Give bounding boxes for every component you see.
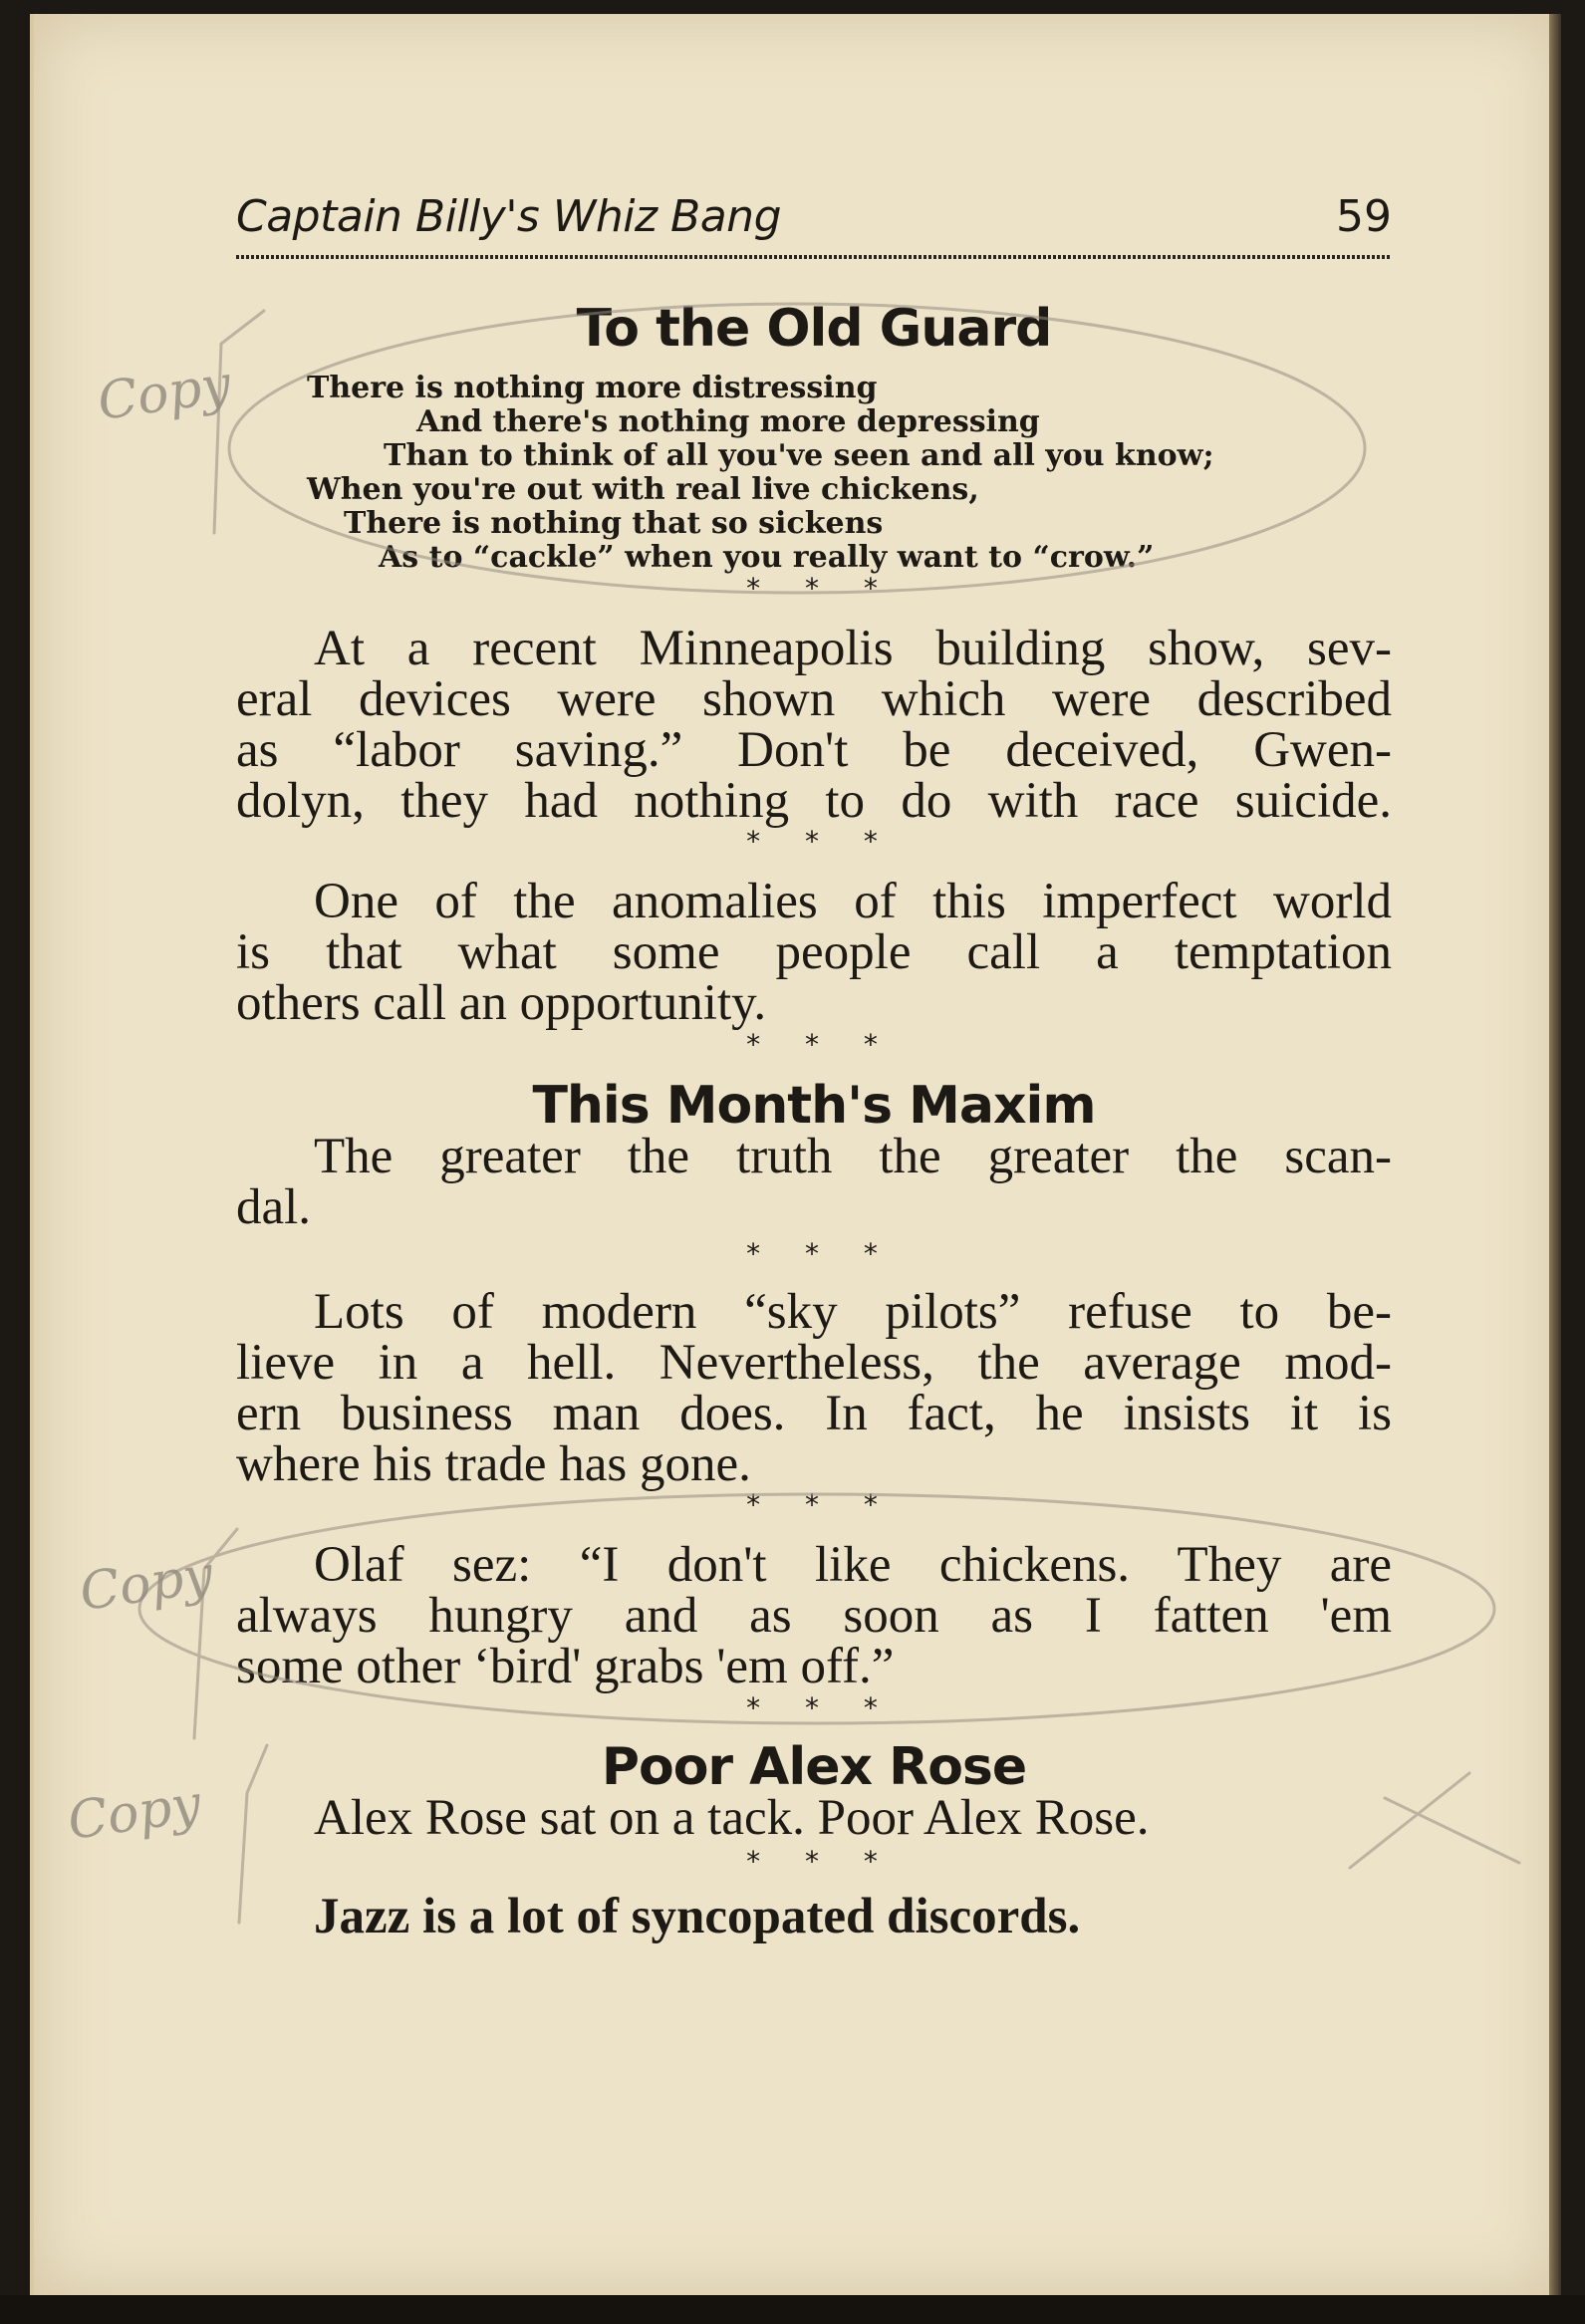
alex-heading: Poor Alex Rose [601, 1737, 1027, 1797]
text-line: some other ‘bird' grabs 'em off.” [236, 1639, 895, 1694]
text-line: dolyn, they had nothing to do with race suicide. [236, 773, 1392, 829]
separator: * * * [746, 1028, 882, 1061]
poem-line: And there's nothing more depressing [416, 404, 1040, 439]
poem-title: To the Old Guard [576, 299, 1052, 359]
text-line: where his trade has gone. [236, 1436, 751, 1492]
text-line: lieve in a hell. Nevertheless, the average mod- [236, 1335, 1392, 1391]
page-number: 59 [1336, 191, 1392, 242]
poem-line: Than to think of all you've seen and all you know; [384, 438, 1214, 473]
paragraph-olaf [236, 1537, 1392, 1694]
separator: * * * [746, 572, 882, 605]
text-line: eral devices were shown which were described [236, 671, 1392, 727]
separator: * * * [746, 1691, 882, 1724]
text-line: Lots of modern “sky pilots” refuse to be- [314, 1284, 1392, 1340]
separator: * * * [746, 1237, 882, 1270]
text-line: One of the anomalies of this imperfect world [314, 874, 1392, 929]
separator: * * * [746, 825, 882, 858]
text-line: always hungry and as soon as I fatten 'em [236, 1588, 1392, 1644]
text-line: ern business man does. In fact, he insists it is [236, 1386, 1392, 1441]
text-line: dal. [236, 1179, 312, 1235]
text-line: others call an opportunity. [236, 975, 767, 1031]
text-line: as “labor saving.” Don't be deceived, Gwen- [236, 722, 1392, 778]
paragraph-jazz: Jazz is a lot of syncopated discords. [314, 1889, 1081, 1944]
page-edge-shadow [1549, 14, 1561, 2295]
page-header [236, 191, 1392, 251]
text-line: The greater the truth the greater the scan- [314, 1129, 1392, 1184]
header-rule [236, 255, 1392, 259]
text-line: At a recent Minneapolis building show, sev- [314, 621, 1392, 676]
text-line: Olaf sez: “I don't like chickens. They are [314, 1537, 1392, 1593]
paragraph-maxim [236, 1129, 1392, 1235]
running-title: Captain Billy's Whiz Bang [236, 191, 781, 242]
poem-line: When you're out with real live chickens, [307, 472, 979, 507]
text-line: Alex Rose sat on a tack. Poor Alex Rose. [314, 1790, 1150, 1846]
paragraph-sky-pilots [236, 1284, 1392, 1492]
separator: * * * [746, 1488, 882, 1521]
poem-line: There is nothing that so sickens [344, 506, 884, 541]
pencil-mark-copy: Copy [76, 1544, 217, 1624]
paragraph-anomalies [236, 874, 1392, 1031]
poem-line: There is nothing more distressing [307, 371, 878, 405]
poem-line: As to “cackle” when you really want to “crow.” [379, 540, 1155, 575]
paragraph-alex [236, 1790, 1392, 1846]
text-line: is that what some people call a temptation [236, 924, 1392, 980]
maxim-heading: This Month's Maxim [532, 1076, 1096, 1136]
pencil-mark-copy: Copy [64, 1773, 205, 1853]
pencil-mark-copy: Copy [94, 354, 235, 433]
paragraph-minneapolis [236, 621, 1392, 829]
scan-background [0, 2295, 1585, 2324]
separator: * * * [746, 1845, 882, 1878]
